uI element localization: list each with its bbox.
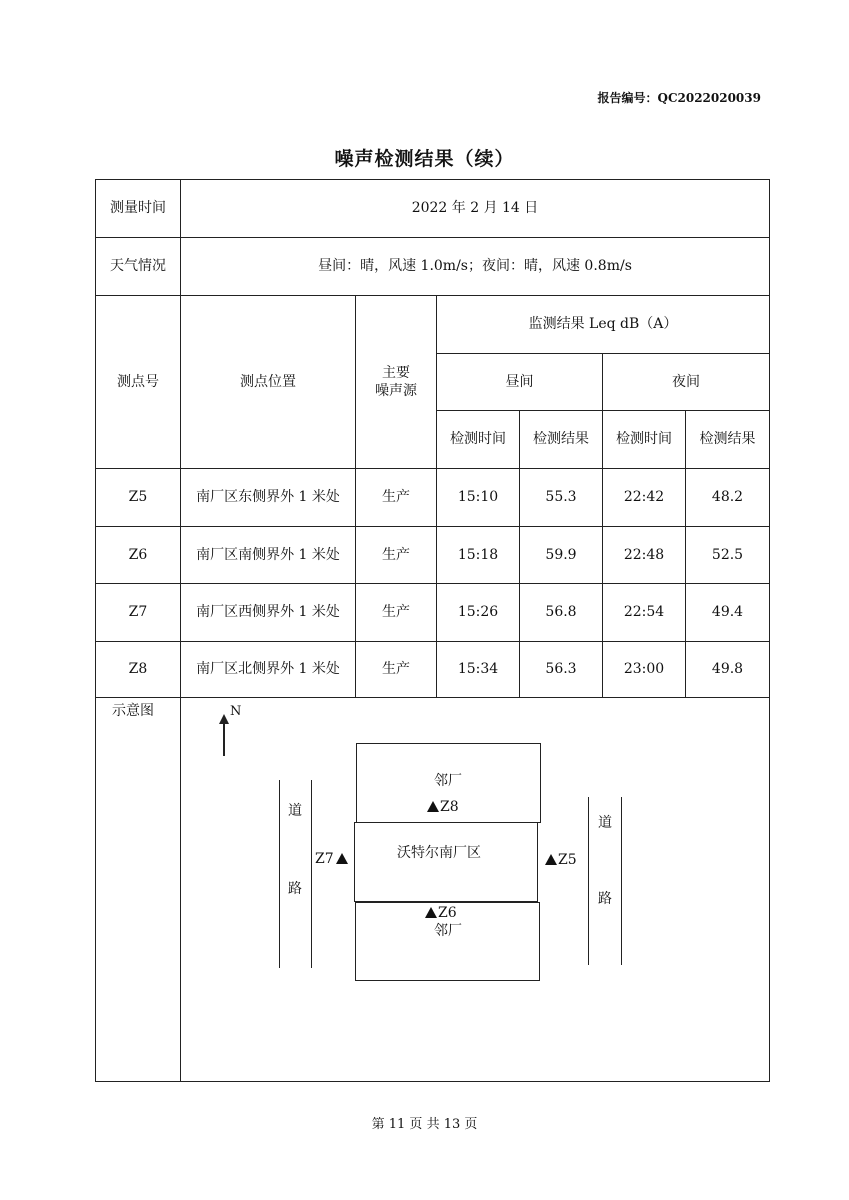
- table-row-cell-day-value: 55.3: [545, 489, 577, 506]
- table-row-cell-day-value: 59.9: [545, 546, 577, 563]
- table-row-cell-day-time: 15:34: [457, 661, 499, 678]
- night-result-header: 检测结果: [699, 431, 756, 448]
- table-row-cell-day-time: 15:26: [457, 604, 499, 621]
- noise-source-header: [356, 296, 436, 468]
- page-footer: 第 11 页 共 13 页: [371, 1117, 478, 1132]
- row-divider: [96, 697, 769, 698]
- night-header: 夜间: [672, 373, 700, 390]
- left-road-char-1: 道: [288, 803, 302, 819]
- table-row-cell-source: 生产: [382, 604, 410, 621]
- main-plant-label: 沃特尔南厂区: [397, 845, 481, 861]
- table-row-cell-day-value: 56.3: [545, 661, 577, 678]
- noise-source-header-line1: 主要: [382, 364, 410, 381]
- result-title-header: 监测结果 Leq dB（A）: [528, 316, 678, 333]
- day-time-header: 检测时间: [450, 431, 506, 448]
- table-row-cell-night-value: 52.5: [711, 546, 744, 563]
- table-row-cell-night-time: 22:54: [623, 604, 665, 621]
- table-row-cell-source: 生产: [382, 546, 410, 563]
- table-row-cell-night-value: 48.2: [711, 489, 744, 506]
- table-row-cell-id: Z8: [128, 661, 148, 678]
- neighbor-plant-south-label: 邻厂: [434, 923, 462, 939]
- table-row-cell-source: 生产: [382, 661, 410, 678]
- table-row-cell-night-time: 23:00: [623, 661, 665, 678]
- day-header: 昼间: [505, 373, 534, 390]
- diagram-label: 示意图: [112, 703, 154, 719]
- point-no-header: 测点号: [117, 373, 159, 390]
- measure-time-label: 测量时间: [110, 200, 166, 217]
- right-road-char-1: 道: [598, 815, 612, 831]
- noise-source-header-line2: 噪声源: [375, 383, 417, 399]
- point-z5-label: Z5: [558, 852, 577, 868]
- table-row-cell-night-value: 49.8: [711, 661, 744, 678]
- table-row-cell-source: 生产: [382, 489, 410, 506]
- table-row-cell-location: 南厂区东侧界外 1 米处: [196, 489, 340, 506]
- right-road-char-2: 路: [598, 891, 612, 907]
- table-row-cell-day-time: 15:18: [457, 546, 499, 563]
- table-row-cell-night-value: 49.4: [711, 604, 744, 621]
- report-number: 报告编号：QC2022020039: [597, 91, 761, 105]
- point-z7-label: Z7: [315, 851, 334, 867]
- table-row-cell-night-time: 22:42: [623, 489, 665, 506]
- table-row-cell-id: Z6: [128, 546, 148, 563]
- noise-results-table: [95, 179, 770, 1082]
- day-result-header: 检测结果: [533, 431, 589, 448]
- table-row-cell-id: Z5: [128, 489, 148, 506]
- table-row-cell-location: 南厂区西侧界外 1 米处: [196, 604, 340, 621]
- left-road-char-2: 路: [288, 881, 302, 897]
- weather-label: 天气情况: [110, 258, 166, 275]
- night-time-header: 检测时间: [616, 431, 672, 448]
- point-z6-label: Z6: [438, 905, 457, 921]
- measure-time-value: 2022 年 2 月 14 日: [411, 200, 539, 217]
- table-row-cell-day-time: 15:10: [457, 489, 499, 506]
- location-header: 测点位置: [240, 373, 296, 390]
- weather-value: 昼间：晴，风速 1.0m/s；夜间：晴，风速 0.8m/s: [318, 258, 632, 275]
- table-row-cell-location: 南厂区南侧界外 1 米处: [196, 546, 340, 563]
- table-row-cell-night-time: 22:48: [623, 546, 665, 563]
- neighbor-plant-north-label: 邻厂: [434, 773, 462, 789]
- document-title: 噪声检测结果（续）: [334, 148, 515, 170]
- point-z8-label: Z8: [440, 799, 459, 815]
- table-row-cell-day-value: 56.8: [545, 604, 577, 621]
- table-row-cell-id: Z7: [128, 604, 148, 621]
- table-row-cell-location: 南厂区北侧界外 1 米处: [196, 661, 340, 678]
- north-label: N: [230, 704, 242, 719]
